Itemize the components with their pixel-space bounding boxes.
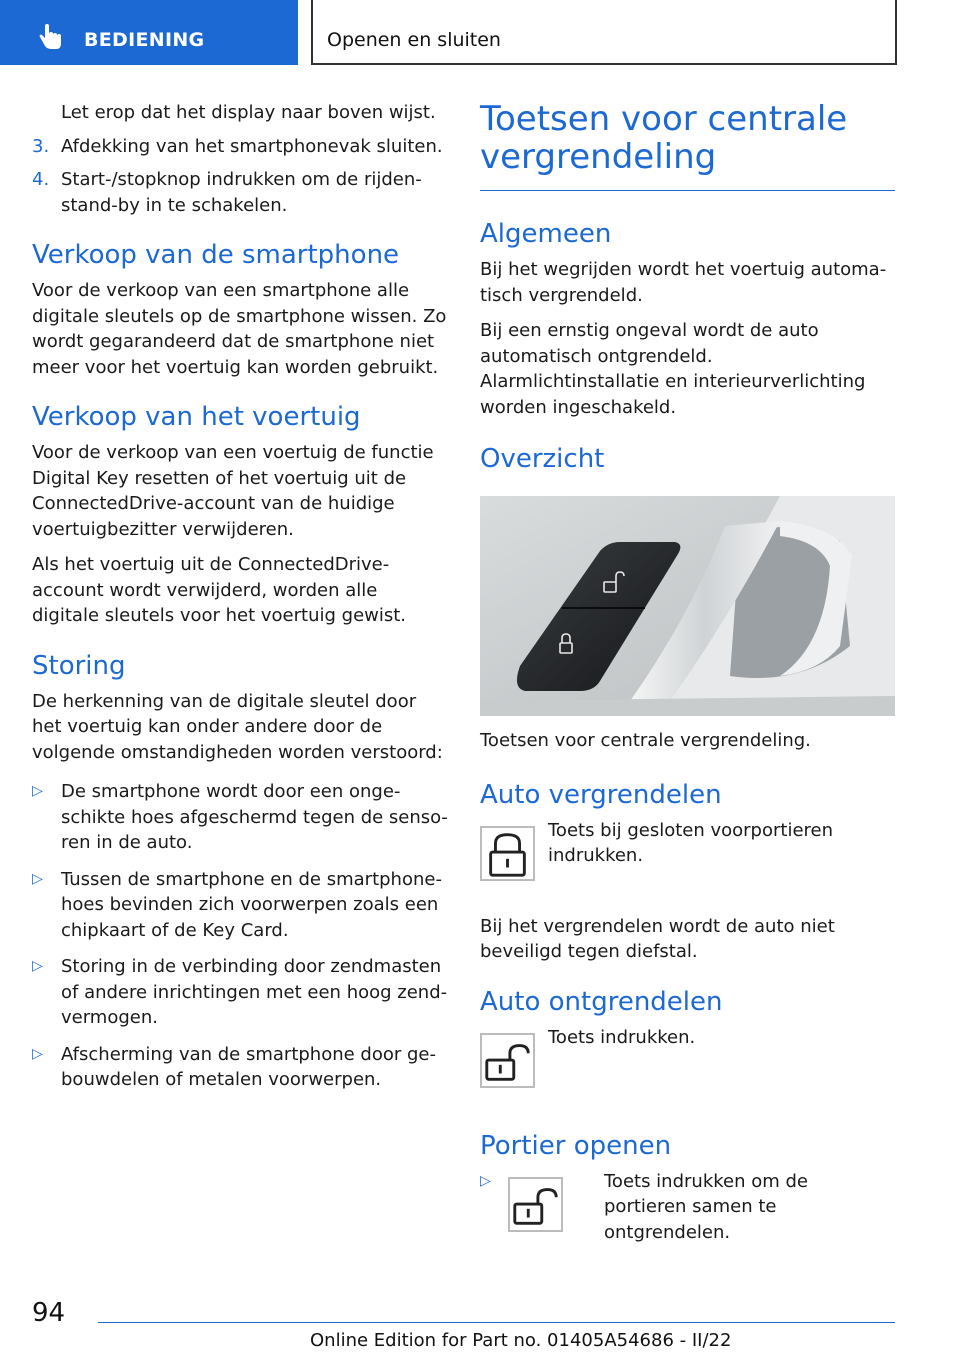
footer-divider [98,1322,895,1323]
list-item [32,779,448,856]
triangle-bullet-icon: ▷ [480,1172,491,1189]
page-number: 94 [32,1298,66,1328]
paragraph: Voor de verkoop van een voertuig de functie Digital Key resetten of het voertuig uit de ConnectedDrive-account van de huidige voertuigbezitter verwijderen. [32,442,434,540]
page-title: Toetsen voor centrale vergrendeling [480,99,848,177]
padlock-open-icon [508,1177,563,1232]
paragraph: Toets indrukken om de portieren samen te ontgrendelen. [604,1170,809,1243]
paragraph: Voor de verkoop van een smartphone alle digitale sleutels op de smartphone wissen. Zo wordt gegarandeerd dat de smartphone niet meer voor het voertuig kan worden gebruikt. [32,280,447,378]
step-text: Afdekking van het smartphonevak sluiten. [61,135,443,157]
bullet-text: Storing in de verbinding door zendmasten of andere inrichtingen met een hoog zendvermogen. [61,956,448,1028]
triangle-bullet-icon: ▷ [32,1045,43,1062]
step-text: Start-/stopknop indrukken om de rijdenstand-by in te schakelen. [61,169,422,216]
chapter-tab [311,0,897,65]
intro-text: Let erop dat het display naar boven wijst. [61,102,436,123]
list-item [32,1042,448,1093]
heading-door: Portier openen [480,1130,672,1161]
door-panel-photo [480,496,895,716]
pointing-hand-icon [36,22,66,52]
paragraph: Toets indrukken. [548,1026,696,1048]
heading-overview: Overzicht [480,444,605,474]
left-column [32,100,448,1104]
list-item [32,134,448,160]
triangle-bullet-icon: ▷ [32,958,43,974]
list-item [32,867,448,944]
bullet-text: De smartphone wordt door een ongeschikte hoes afgeschermd tegen de sensoren in de auto. [61,781,448,853]
heading-general: Algemeen [480,219,612,249]
triangle-bullet-icon: ▷ [32,870,43,887]
divider [480,190,895,191]
list-item [32,167,448,218]
paragraph: Bij het vergrendelen wordt de auto niet beveiligd tegen diefstal. [480,915,835,962]
paragraph: Als het voertuig uit de ConnectedDrive-account wordt verwijderd, worden alle digitale sleutels voor het voertuig gewist. [32,554,407,626]
paragraph: Bij het wegrijden wordt het voertuig automatisch vergrendeld. [480,259,887,306]
door-row [480,1169,895,1255]
chapter-title: Openen en sluiten [327,29,501,51]
heading-unlock: Auto ontgrendelen [480,986,723,1017]
bullet-text: Afscherming van de smartphone door gebouwdelen of metalen voorwerpen. [61,1043,436,1090]
unlock-row [480,1025,895,1111]
lock-row [480,818,895,904]
heading-fault: Storing [32,650,126,681]
right-column [480,100,895,1265]
paragraph: De herkenning van de digitale sleutel door het voertuig kan onder andere door de volgende omstandigheden worden verstoord: [32,690,443,763]
bullet-text: Tussen de smartphone en de smartphonehoes bevinden zich voorwerpen zoals een chipkaart of de Key Card. [61,868,442,941]
paragraph: Toets bij gesloten voorportieren indrukken. [548,819,834,866]
triangle-bullet-icon: ▷ [32,783,43,799]
photo-caption: Toetsen voor centrale vergrendeling. [480,730,811,751]
step-number: 4. [32,169,50,190]
paragraph: Bij een ernstig ongeval wordt de auto automatisch ontgrendeld. Alarmlichtinstallatie en interieurverlichting worden ingeschakeld. [480,320,866,418]
heading-sale-phone: Verkoop van de smartphone [32,240,400,270]
padlock-open-icon [480,1033,535,1088]
padlock-closed-icon [480,826,535,881]
list-item [32,954,448,1031]
section-title: BEDIENING [84,29,205,51]
heading-sale-vehicle: Verkoop van het voertuig [32,402,361,432]
step-number: 3. [32,135,50,157]
section-tab [0,0,298,65]
heading-lock: Auto vergrendelen [480,779,722,810]
footer-edition: Online Edition for Part no. 01405A54686 - II/22 [310,1330,732,1351]
